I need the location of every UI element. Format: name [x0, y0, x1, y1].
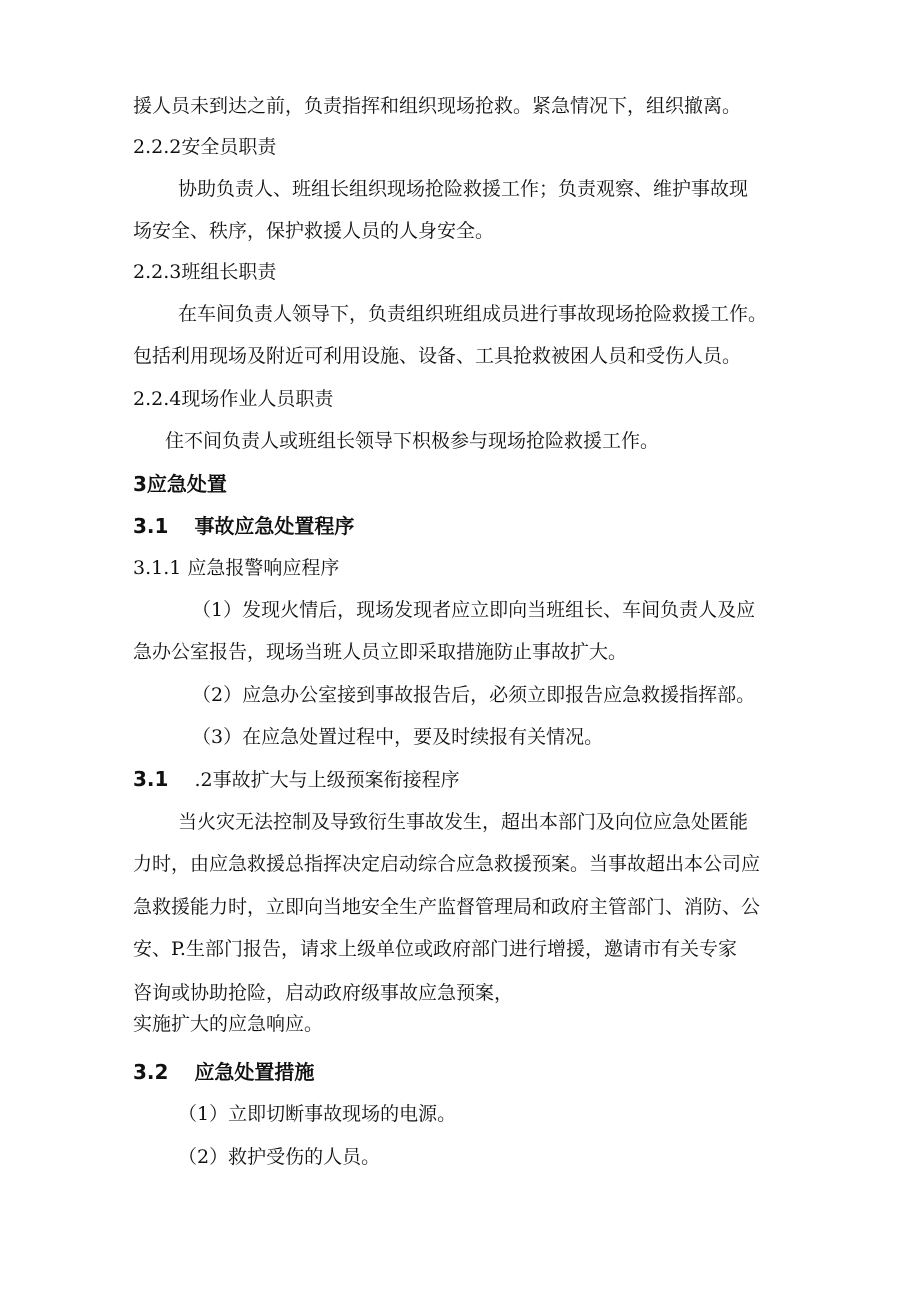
text-line: （2）救护受伤的人员。 [178, 1146, 381, 1168]
section-heading [133, 1059, 880, 1085]
subsection-heading [133, 766, 880, 793]
section-title: 应急处置措施 [194, 1060, 315, 1084]
subsection-heading: 3.1.1 应急报警响应程序 [133, 557, 340, 579]
section-number: 3.1 [133, 767, 169, 791]
text-line: 协助负责人、班组长组织现场抢险救援工作；负责观察、维护事故现 [178, 178, 749, 200]
section-number: 3.2 [133, 1060, 169, 1084]
text-line: 包括利用现场及附近可利用设施、设备、工具抢救被困人员和受伤人员。 [133, 345, 742, 367]
text-line: 住不间负责人或班组长领导下枳极参与现场抢险救援工作。 [165, 430, 660, 452]
text-line: 急办公室报告，现场当班人员立即采取措施防止事故扩大。 [133, 641, 628, 663]
chapter-heading: 3应急处置 [133, 472, 227, 496]
text-line: （1）立即切断事故现场的电源。 [178, 1103, 457, 1125]
text-line: 实施扩大的应急响应。 [133, 1013, 324, 1035]
text-line: 咨询或协助抢险，启动政府级事故应急预案， [133, 982, 514, 1004]
text-line: 当火灾无法控制及导致衍生事故发生，超出本部门及向位应急处匿能 [178, 811, 749, 833]
section-number: 3.1 [133, 514, 169, 538]
section-heading: 2.2.3班组长职责 [133, 261, 277, 283]
section-heading: 2.2.4现场作业人员职责 [133, 388, 334, 410]
text-line: 援人员未到达之前，负责指挥和组织现场抢救。紧急情况下，组织撤离。 [133, 95, 742, 117]
text-line: 力时，由应急救援总指挥决定启动综合应急救援预案。当事故超出本公司应 [133, 853, 761, 875]
text-line: 场安全、秩序，保护救援人员的人身安全。 [133, 220, 495, 242]
section-title: 事故应急处置程序 [194, 514, 355, 538]
section-heading [133, 513, 880, 539]
text-line: （2）应急办公室接到事故报告后，必须立即报告应急救援指挥部。 [192, 684, 756, 706]
text-line: （1）发现火情后，现场发现者应立即向当班组长、车间负责人及应 [192, 599, 756, 621]
text-line: 在车间负责人领导下，负责组织班组成员进行事故现场抢险救援工作。 [178, 303, 768, 325]
section-heading: 2.2.2安全员职责 [133, 136, 277, 158]
text-line: 安、P.生部门报告，请求上级单位或政府部门进行增援，邀请市有关专家 [133, 938, 737, 960]
text-line: （3）在应急处置过程中，要及时续报有关情况。 [192, 726, 604, 748]
section-title: .2事故扩大与上级预案衔接程序 [194, 769, 460, 791]
text-line: 急救援能力时，立即向当地安全生产监督管理局和政府主管部门、消防、公 [133, 896, 761, 918]
